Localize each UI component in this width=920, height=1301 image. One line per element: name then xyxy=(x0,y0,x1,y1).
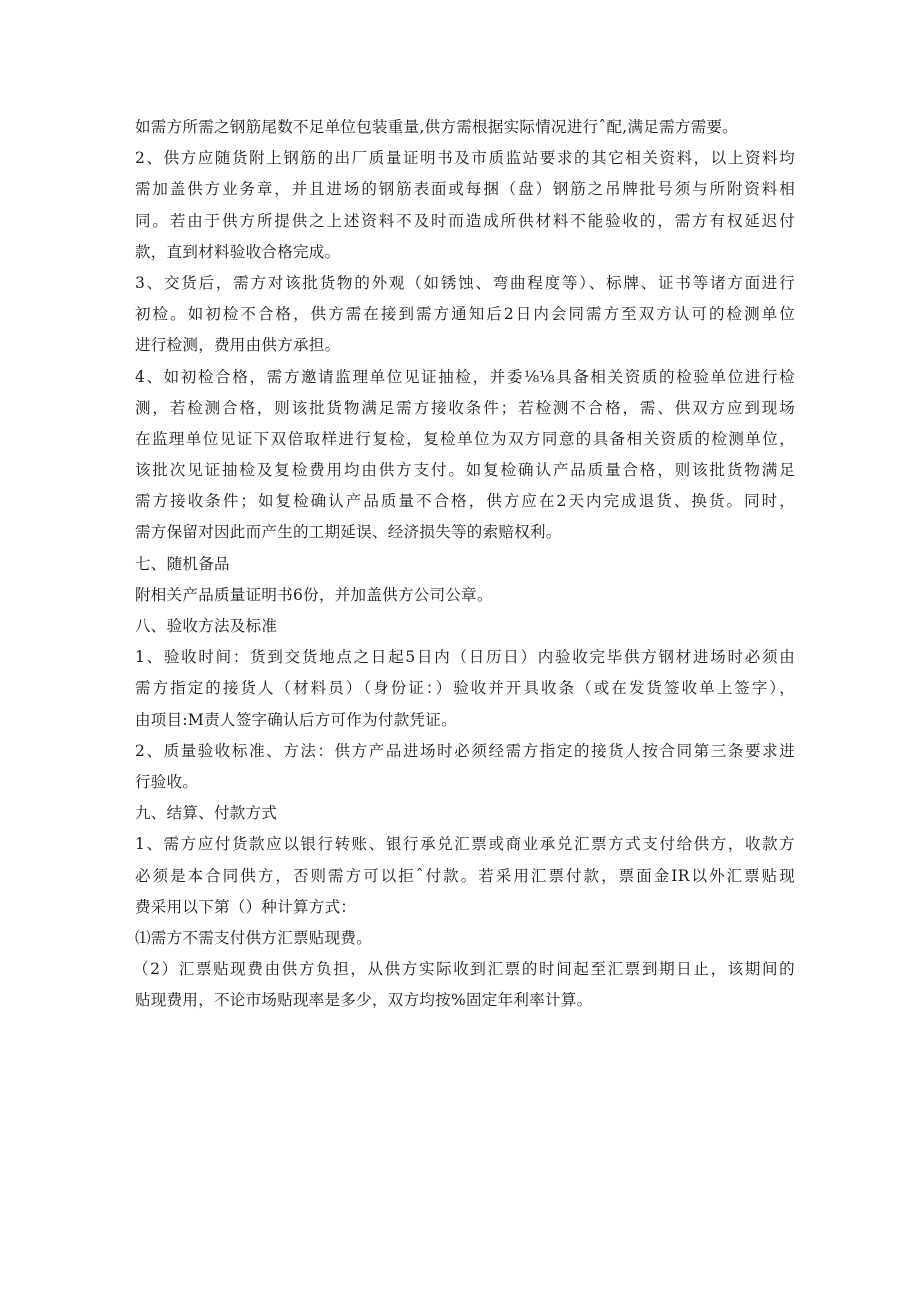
paragraph-p-item-2 xyxy=(135,143,795,268)
text-line: 由项目:M责人签字确认后方可作为付款凭证。 xyxy=(135,710,457,729)
text-line: 行验收。 xyxy=(135,772,199,791)
paragraph-h-section-7 xyxy=(135,549,795,580)
paragraph-p-item-4 xyxy=(135,362,795,549)
text-line: 需方保留对因此而产生的工期延误、经济损失等的索赔权利。 xyxy=(135,523,562,542)
text-line: 同。若由于供方所提供之上述资料不及时而造成所供材料不能验收的，需方有权延迟付 xyxy=(135,211,795,230)
text-line: 3、交货后，需方对该批货物的外观（如锈蚀、弯曲程度等）、标牌、证书等诸方面进行 xyxy=(135,273,795,292)
text-line: 2、供方应随货附上钢筋的出厂质量证明书及市质监站要求的其它相关资料，以上资料均 xyxy=(135,149,795,168)
paragraph-p-section-7 xyxy=(135,580,795,611)
paragraph-p-section-9-1-opt2 xyxy=(135,954,795,1016)
paragraph-p-section-9-1 xyxy=(135,829,795,923)
text-line: （2）汇票贴现费由供方负担，从供方实际收到汇票的时间起至汇票到期日止，该期间的 xyxy=(133,960,795,979)
text-line: 需方接收条件；如复检确认产品质量不合格，供方应在2天内完成退货、换货。同时， xyxy=(135,492,795,511)
text-line: ⑴需方不需支付供方汇票贴现费。 xyxy=(135,928,373,947)
paragraph-p-continuation xyxy=(135,112,795,143)
text-line: 如需方所需之钢筋尾数不足单位包装重量,供方需根据实际情况进行ˆ配,满足需方需要。 xyxy=(135,118,739,136)
text-line: 需加盖供方业务章，并且进场的钢筋表面或每捆（盘）钢筋之吊牌批号须与所附资料相 xyxy=(135,180,795,199)
text-line: 九、结算、付款方式 xyxy=(135,804,278,823)
text-line: 1、需方应付货款应以银行转账、银行承兑汇票或商业承兑汇票方式支付给供方，收款方 xyxy=(135,835,795,854)
text-line: 该批次见证抽检及复检费用均由供方支付。如复检确认产品质量合格，则该批货物满足 xyxy=(135,461,795,480)
text-line: 2、质量验收标准、方法：供方产品进场时必须经需方指定的接货人按合同第三条要求进 xyxy=(135,741,795,760)
text-line: 贴现费用，不论市场贴现率是多少，双方均按%固定年利率计算。 xyxy=(135,991,593,1010)
paragraph-p-section-8-1 xyxy=(135,642,795,736)
paragraph-h-section-9 xyxy=(135,798,795,829)
text-line: 八、验收方法及标准 xyxy=(135,617,278,635)
text-line: 4、如初检合格，需方邀请监理单位见证抽检，并委⅛⅛具备相关资质的检验单位进行检 xyxy=(135,367,795,386)
text-line: 必须是本合同供方，否则需方可以拒ˆ付款。若采用汇票付款，票面金IR以外汇票贴现 xyxy=(135,866,795,885)
text-line: 需方指定的接货人（材料员）（身份证：）验收并开具收条（或在发货签收单上签字）， xyxy=(135,679,795,698)
document-body xyxy=(135,112,795,1016)
text-line: 七、随机备品 xyxy=(135,554,230,573)
text-line: 1、验收时间：货到交货地点之日起5日内（日历日）内验收完毕供方钢材进场时必须由 xyxy=(135,648,795,667)
text-line: 附相关产品质量证明书6份，并加盖供方公司公章。 xyxy=(135,585,493,604)
text-line: 款，直到材料验收合格完成。 xyxy=(135,242,341,261)
text-line: 测，若检测合格，则该批货物满足需方接收条件；若检测不合格，需、供双方应到现场 xyxy=(135,398,795,417)
text-line: 初检。如初检不合格，供方需在接到需方通知后2日内会同需方至双方认可的检测单位 xyxy=(135,305,795,324)
paragraph-h-section-8 xyxy=(135,611,795,642)
paragraph-p-section-9-1-opt1 xyxy=(135,923,795,954)
text-line: 费采用以下第（）种计算方式： xyxy=(135,897,357,916)
paragraph-p-section-8-2 xyxy=(135,736,795,798)
text-line: 在监理单位见证下双倍取样进行复检，复检单位为双方同意的具备相关资质的检测单位， xyxy=(135,429,795,448)
text-line: 进行检测，费用由供方承担。 xyxy=(135,336,341,355)
paragraph-p-item-3 xyxy=(135,268,795,362)
